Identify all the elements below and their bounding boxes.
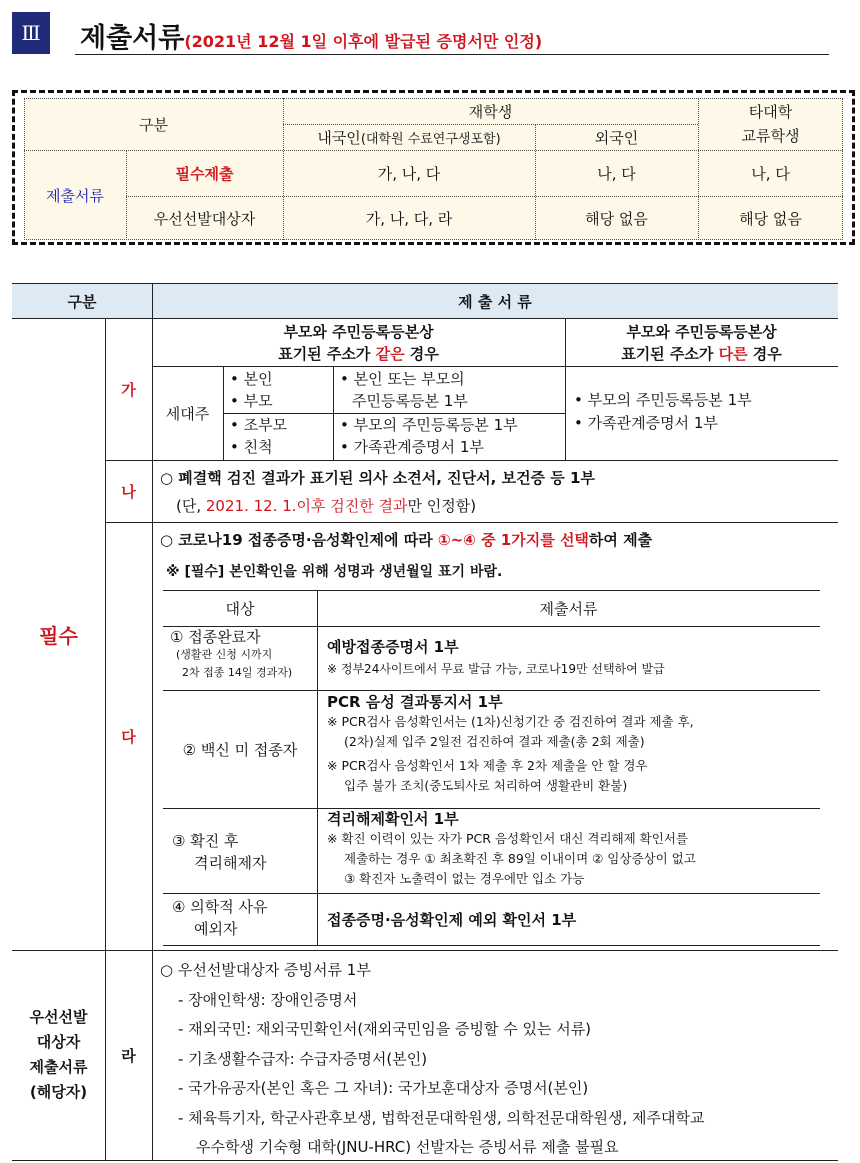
title-underline xyxy=(75,54,829,55)
bullet: • 부모의 주민등록등본 1부 xyxy=(574,391,752,409)
doc-title: 격리해제확인서 1부 xyxy=(327,810,459,828)
list-item: - 국가유공자(본인 혹은 그 자녀): 국가보훈대상자 증명서(본인) xyxy=(178,1079,589,1097)
summary-domestic xyxy=(283,124,535,150)
target-3 xyxy=(172,830,266,874)
required-label: 필수 xyxy=(39,624,78,648)
l4: (해당자) xyxy=(29,1083,88,1101)
bullet: • 부모 xyxy=(230,392,273,410)
main-gubun: 구분 xyxy=(67,292,97,311)
section-da-letter: 다 xyxy=(121,727,136,746)
summary-cell: 해당 없음 xyxy=(739,209,802,228)
t1: ③ 확진 후 xyxy=(172,832,239,850)
householder-label: 세대주 xyxy=(165,404,210,423)
t2: 예외자 xyxy=(194,920,238,938)
target-1 xyxy=(170,628,292,682)
diff-doc-list xyxy=(574,389,752,435)
doc-title: 예방접종증명서 1부 xyxy=(327,638,459,656)
main-docs-header: 제 출 서 류 xyxy=(458,292,532,311)
doc-note: 입주 불가 조치(중도퇴사로 처리하여 생활관비 환불) xyxy=(344,778,628,793)
doc-note: ※ 확진 이력이 있는 자가 PCR 음성확인서 대신 격리해제 확인서를 xyxy=(327,831,688,846)
t2: 격리해제자 xyxy=(194,854,267,872)
list-item: 우수학생 기숙형 대학(JNU-HRC) 선발자는 증빙서류 제출 불필요 xyxy=(196,1138,619,1156)
same-red: 같은 xyxy=(375,344,405,363)
t2: (생활관 신청 시까지 xyxy=(176,648,273,661)
target-4 xyxy=(172,896,267,940)
doc-list xyxy=(340,368,468,412)
da-l1b: 하여 제출 xyxy=(588,531,653,549)
bullet: • 가족관계증명서 1부 xyxy=(574,414,718,432)
bullet: • 친척 xyxy=(230,438,273,456)
doc-note: ※ PCR검사 음성확인서는 (1차)신청기간 중 검진하여 결과 제출 후, xyxy=(327,714,694,729)
doc-note: (2차)실제 입주 2일전 검진하여 결과 제출(총 2회 제출) xyxy=(344,734,645,749)
same-l1: 부모와 주민등록등본상 xyxy=(283,322,434,341)
diff-l2b: 경우 xyxy=(747,344,782,363)
bullet: • 본인 또는 부모의 xyxy=(340,370,465,388)
diff-l1: 부모와 주민등록등본상 xyxy=(626,322,777,341)
docs-2 xyxy=(327,692,694,796)
section-ga-letter: 가 xyxy=(121,381,136,399)
title-text: 제출서류 xyxy=(80,23,185,54)
summary-cell: 나, 다 xyxy=(597,164,636,183)
bullet: • 가족관계증명서 1부 xyxy=(340,438,484,456)
summary-cell: 가, 나, 다 xyxy=(377,164,441,183)
list-item: ○ 우선선발대상자 증빙서류 1부 xyxy=(160,961,371,979)
exchange-l2: 교류학생 xyxy=(741,127,800,145)
list-item: - 체육특기자, 학군사관후보생, 법학전문대학원생, 의학전문대학원생, 제주대학교 xyxy=(178,1108,705,1127)
diff-red: 다른 xyxy=(718,344,748,363)
same-address-header xyxy=(152,319,565,366)
diff-address-header xyxy=(565,319,838,366)
bullet: • 조부모 xyxy=(230,416,288,434)
docs-3 xyxy=(327,809,696,889)
col-docs: 제출서류 xyxy=(539,599,598,618)
list-item: - 재외국민: 재외국민확인서(재외국민임을 증빙할 수 있는 서류) xyxy=(178,1020,592,1038)
doc-note: ※ 정부24사이트에서 무료 발급 가능, 코로나19만 선택하여 발급 xyxy=(327,662,665,676)
relation-list xyxy=(230,414,287,458)
list-item: - 기초생활수급자: 수급자증명서(본인) xyxy=(178,1049,428,1068)
summary-row-label: 우선선발대상자 xyxy=(153,209,256,228)
section-number-badge: Ⅲ xyxy=(12,12,50,54)
summary-foreign: 외국인 xyxy=(594,128,639,147)
domestic-note: (대학원 수료연구생포함) xyxy=(360,131,501,147)
summary-cell: 해당 없음 xyxy=(585,209,648,228)
bullet: • 부모의 주민등록등본 1부 xyxy=(340,416,518,434)
page-title xyxy=(80,16,542,55)
na-red: 2021. 12. 1.이후 검진한 결과 xyxy=(205,497,408,515)
doc-title: PCR 음성 결과통지서 1부 xyxy=(327,693,503,711)
section-ra-letter: 라 xyxy=(121,1046,136,1065)
same-l2b: 경우 xyxy=(404,344,439,363)
docs-4: 접종증명·음성확인제 예외 확인서 1부 xyxy=(327,910,577,929)
summary-exchange xyxy=(698,98,843,150)
l3: 제출서류 xyxy=(29,1058,88,1076)
target-2: ② 백신 미 접종자 xyxy=(182,740,298,759)
l1: 우선선발 xyxy=(29,1008,88,1026)
summary-cell: 가, 나, 다, 라 xyxy=(365,209,453,228)
doc-list xyxy=(340,414,518,458)
relation-list xyxy=(230,368,273,412)
doc-note: 제출하는 경우 ① 최초확진 후 89일 이내이며 ② 임상증상이 없고 xyxy=(344,851,696,866)
da-line1 xyxy=(160,529,652,550)
na-l2b: 만 인정함) xyxy=(407,497,477,515)
na-line2 xyxy=(176,495,476,516)
same-l2a: 표기된 주소가 xyxy=(278,344,376,363)
section-na-letter: 나 xyxy=(121,482,136,501)
priority-label xyxy=(12,950,105,1160)
t1: ① 접종완료자 xyxy=(170,628,261,646)
summary-gubun: 구분 xyxy=(139,115,168,134)
da-line2: ※ [필수] 본인확인을 위해 성명과 생년월일 표기 바람. xyxy=(166,564,503,580)
t1: ④ 의학적 사유 xyxy=(172,898,268,916)
bullet-cont: 주민등록등본 1부 xyxy=(352,392,468,410)
na-line1: ○ 폐결핵 검진 결과가 표기된 의사 소견서, 진단서, 보건증 등 1부 xyxy=(160,469,595,487)
summary-docs-label: 제출서류 xyxy=(46,186,104,205)
doc-note: ③ 확진자 노출력이 없는 경우에만 입소 가능 xyxy=(344,871,585,886)
list-item: - 장애인학생: 장애인증명서 xyxy=(178,990,358,1009)
docs-1 xyxy=(327,636,665,680)
doc-note: ※ PCR검사 음성확인서 1차 제출 후 2차 제출을 안 할 경우 xyxy=(327,758,648,773)
summary-enrolled: 재학생 xyxy=(468,102,513,121)
ra-list xyxy=(160,956,705,1163)
summary-cell: 나, 다 xyxy=(751,164,790,183)
bullet: • 본인 xyxy=(230,370,273,388)
summary-row-label: 필수제출 xyxy=(175,164,234,183)
da-l1a: ○ 코로나19 접종증명·음성확인제에 따라 xyxy=(160,531,438,549)
col-target: 대상 xyxy=(225,599,255,618)
diff-l2a: 표기된 주소가 xyxy=(621,344,719,363)
da-red: ①~④ 중 1가지를 선택 xyxy=(437,531,589,549)
exchange-l1: 타대학 xyxy=(748,103,793,121)
title-note: (2021년 12월 1일 이후에 발급된 증명서만 인정) xyxy=(184,32,543,51)
domestic-label: 내국인 xyxy=(317,128,361,147)
t3: 2차 접종 14일 경과자) xyxy=(182,666,293,679)
na-l2a: (단, xyxy=(176,497,206,515)
l2: 대상자 xyxy=(36,1033,81,1051)
